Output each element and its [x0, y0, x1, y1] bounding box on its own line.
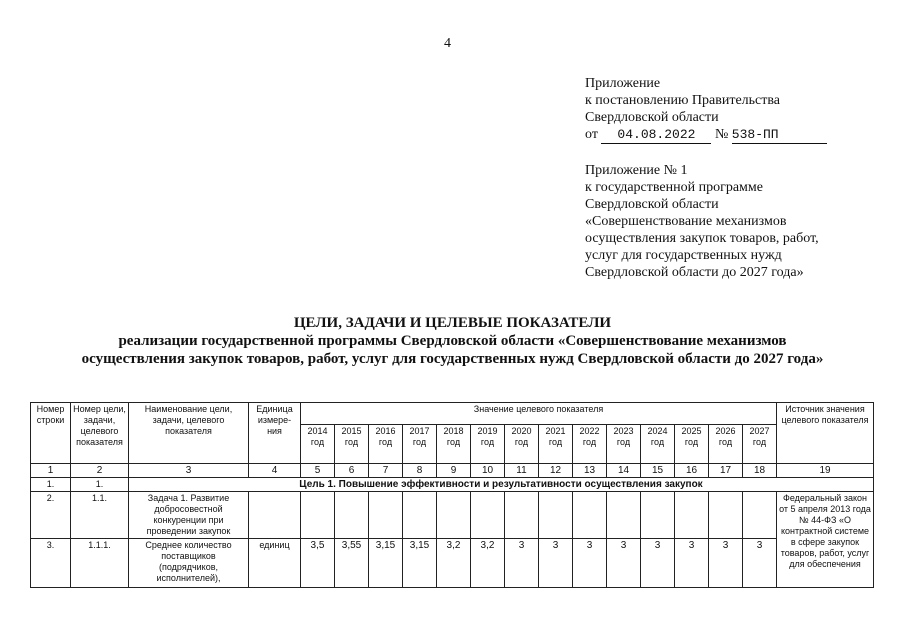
- goal-number: 1.1.1.: [71, 539, 129, 588]
- task-name: Задача 1. Развитие добросовестной конкуренции при проведении закупок: [129, 492, 249, 539]
- row-number: 3.: [31, 539, 71, 588]
- table-row: [31, 539, 874, 588]
- indicator-value: 3: [607, 539, 641, 588]
- year-header: 2016 год: [369, 424, 403, 463]
- indicator-unit: единиц: [249, 539, 301, 588]
- indicator-value: 3: [709, 539, 743, 588]
- year-header: 2025 год: [675, 424, 709, 463]
- table-row: [31, 492, 874, 539]
- header-row: [31, 403, 874, 425]
- indicator-value: 3,5: [301, 539, 335, 588]
- indicator-value: 3,15: [369, 539, 403, 588]
- col-number: 13: [573, 464, 607, 478]
- appendix-main-block: [585, 75, 827, 144]
- year-header: 2024 год: [641, 424, 675, 463]
- row-number: 2.: [31, 492, 71, 539]
- appendix-main-line: Приложение: [585, 76, 661, 91]
- col-number: 8: [403, 464, 437, 478]
- col-number: 7: [369, 464, 403, 478]
- row-number: 1.: [31, 478, 71, 492]
- year-header: 2020 год: [505, 424, 539, 463]
- year-header: 2027 год: [743, 424, 777, 463]
- appendix-1-line: к государственной программе: [585, 180, 763, 195]
- goal-number: 1.: [71, 478, 129, 492]
- date-prefix: от: [585, 127, 598, 142]
- indicator-value: 3,2: [471, 539, 505, 588]
- year-header: 2018 год: [437, 424, 471, 463]
- header-values: Значение целевого показателя: [301, 403, 777, 425]
- indicator-value: 3,15: [403, 539, 437, 588]
- year-header: 2023 год: [607, 424, 641, 463]
- indicator-value: 3: [675, 539, 709, 588]
- indicator-value: 3,2: [437, 539, 471, 588]
- year-header: 2017 год: [403, 424, 437, 463]
- header-name: Наименование цели, задачи, целевого показателя: [129, 403, 249, 464]
- year-header: 2026 год: [709, 424, 743, 463]
- appendix-1-line: Приложение № 1: [585, 163, 688, 178]
- appendix-main-line: Свердловской области: [585, 110, 719, 125]
- decree-date: 04.08.2022: [601, 126, 711, 144]
- indicator-value: 3: [641, 539, 675, 588]
- appendix-1-line: услуг для государственных нужд: [585, 248, 782, 263]
- col-number: 9: [437, 464, 471, 478]
- header-unit: Единица измере-ния: [249, 403, 301, 464]
- year-header: 2014 год: [301, 424, 335, 463]
- table-row: [31, 478, 874, 492]
- source-text: Федеральный закон от 5 апреля 2013 года № 44-ФЗ «О контрактной системе в сфере закупок товаров, работ, услуг для обеспечения: [777, 492, 874, 588]
- col-number: 3: [129, 464, 249, 478]
- page-number: 4: [444, 36, 451, 51]
- indicator-name: Среднее количество поставщиков (подрядчиков, исполнителей),: [129, 539, 249, 588]
- col-number: 1: [31, 464, 71, 478]
- year-header: 2015 год: [335, 424, 369, 463]
- col-number: 14: [607, 464, 641, 478]
- document-subtitle-line-1: реализации государственной программы Свердловской области «Совершенствование механизмов: [118, 333, 787, 349]
- indicator-value: 3: [539, 539, 573, 588]
- year-header: 2021 год: [539, 424, 573, 463]
- goal-text: Цель 1. Повышение эффективности и результативности осуществления закупок: [129, 478, 874, 492]
- appendix-1-line: Свердловской области: [585, 197, 719, 212]
- number-prefix: №: [714, 127, 729, 142]
- col-number: 5: [301, 464, 335, 478]
- col-number: 19: [777, 464, 874, 478]
- decree-number: 538-ПП: [732, 126, 827, 144]
- indicator-value: 3: [573, 539, 607, 588]
- appendix-1-line: осуществления закупок товаров, работ,: [585, 231, 819, 246]
- goal-number: 1.1.: [71, 492, 129, 539]
- appendix-1-line: Свердловской области до 2027 года»: [585, 265, 804, 280]
- col-number: 15: [641, 464, 675, 478]
- document-subtitle-line-2: осуществления закупок товаров, работ, услуг для государственных нужд Свердловской области до 2027 года»: [81, 351, 824, 367]
- col-number: 10: [471, 464, 505, 478]
- header-row-no: Номер строки: [31, 403, 71, 464]
- appendix-1-block: [585, 162, 819, 281]
- col-number: 4: [249, 464, 301, 478]
- col-number: 18: [743, 464, 777, 478]
- indicator-value: 3,55: [335, 539, 369, 588]
- year-header: 2019 год: [471, 424, 505, 463]
- col-number: 2: [71, 464, 129, 478]
- col-number: 17: [709, 464, 743, 478]
- indicator-value: 3: [505, 539, 539, 588]
- header-goal-no: Номер цели, задачи, целевого показателя: [71, 403, 129, 464]
- col-number: 16: [675, 464, 709, 478]
- col-number: 12: [539, 464, 573, 478]
- col-number: 6: [335, 464, 369, 478]
- appendix-1-line: «Совершенствование механизмов: [585, 214, 787, 229]
- col-number: 11: [505, 464, 539, 478]
- appendix-main-line: к постановлению Правительства: [585, 93, 781, 108]
- year-header: 2022 год: [573, 424, 607, 463]
- document-title: ЦЕЛИ, ЗАДАЧИ И ЦЕЛЕВЫЕ ПОКАЗАТЕЛИ: [293, 315, 612, 331]
- indicator-value: 3: [743, 539, 777, 588]
- goals-table: [30, 402, 874, 588]
- column-numbers-row: [31, 464, 874, 478]
- header-source: Источник значения целевого показателя: [777, 403, 874, 464]
- appendix-date-line: [585, 126, 827, 144]
